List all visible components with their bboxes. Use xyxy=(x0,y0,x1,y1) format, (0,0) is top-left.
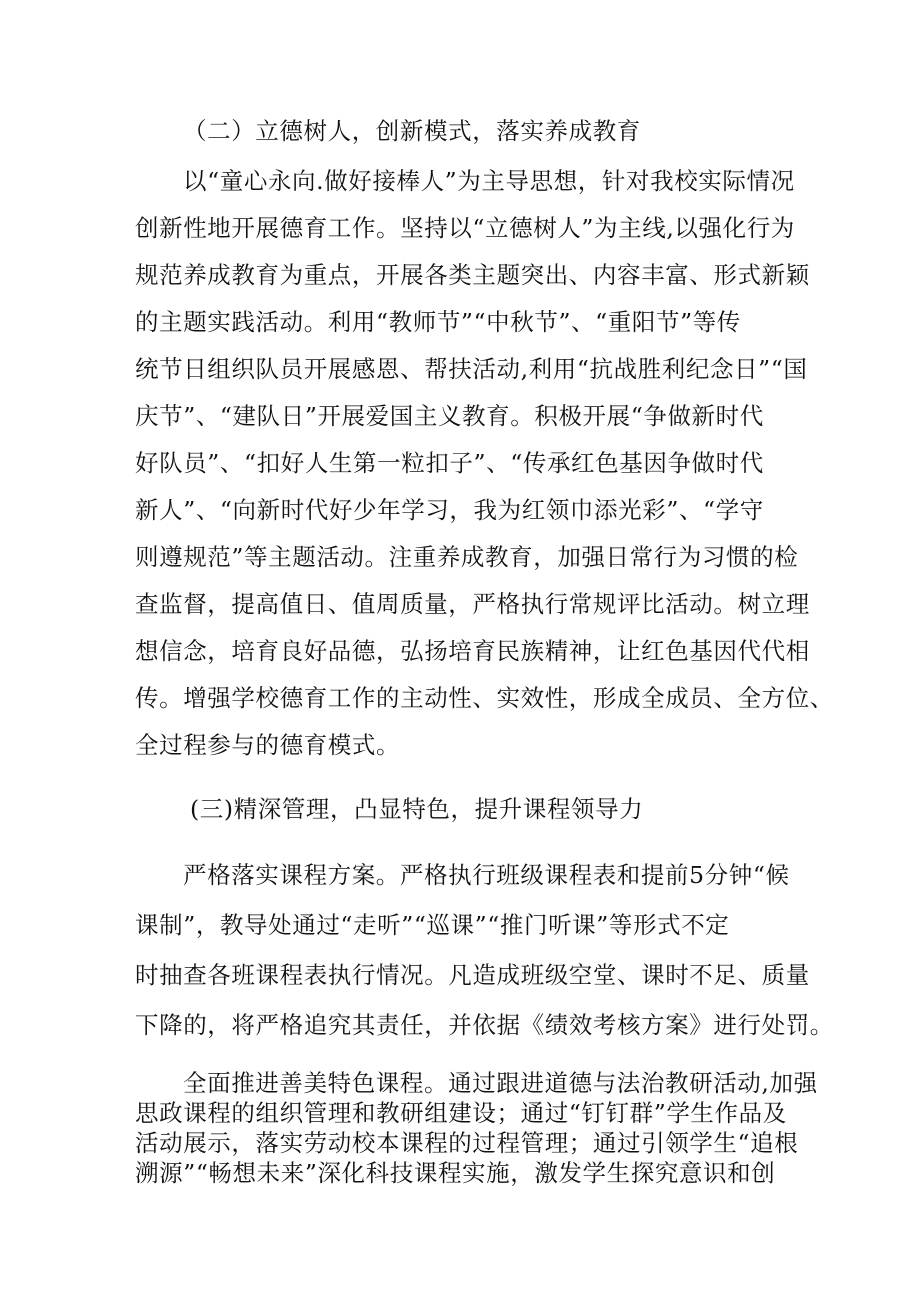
paragraph-line: 全面推进善美特色课程。通过跟进道德与法治教研活动,加强 xyxy=(183,1069,818,1097)
section-heading-3: (三)精深管理，凸显特色，提升课程领导力 xyxy=(190,795,644,823)
paragraph-line: 活动展示，落实劳动校本课程的过程管理；通过引领学生“追根 xyxy=(135,1129,799,1157)
paragraph-line: 则遵规范”等主题活动。注重养成教育，加强日常行为习惯的检 xyxy=(135,543,799,571)
paragraph-line: 庆节”、“建队日”开展爱国主义教育。积极开展“争做新时代 xyxy=(135,402,764,430)
paragraph-line: 严格落实课程方案。严格执行班级课程表和提前5分钟“候 xyxy=(183,861,790,889)
paragraph-line: 时抽查各班课程表执行情况。凡造成班级空堂、课时不足、质量 xyxy=(135,961,810,989)
paragraph-line: 以“童心永向.做好接棒人”为主导思想，针对我校实际情况 xyxy=(183,167,795,195)
paragraph-line: 全过程参与的德育模式。 xyxy=(135,731,401,759)
paragraph-line: 规范养成教育为重点，开展各类主题突出、内容丰富、形式新颖 xyxy=(135,261,810,289)
paragraph-line: 统节日组织队员开展感恩、帮扶活动,利用“抗战胜利纪念日”“国 xyxy=(135,355,808,383)
section-heading-2: （二）立德树人，创新模式，落实养成教育 xyxy=(183,117,641,145)
paragraph-line: 创新性地开展德育工作。坚持以“立德树人”为主线,以强化行为 xyxy=(135,214,795,242)
paragraph-line: 下降的，将严格追究其责任，并依据《绩效考核方案》进行处罚。 xyxy=(135,1011,834,1039)
paragraph-line: 溯源”“畅想未来”深化科技课程实施，激发学生探究意识和创 xyxy=(135,1159,776,1187)
paragraph-line: 查监督，提高值日、值周质量，严格执行常规评比活动。树立理 xyxy=(135,590,810,618)
paragraph-line: 传。增强学校德育工作的主动性、实效性，形成全成员、全方位、 xyxy=(135,684,834,712)
paragraph-line: 思政课程的组织管理和教研组建设；通过“钉钉群”学生作品及 xyxy=(135,1099,787,1127)
paragraph-line: 想信念，培育良好品德，弘扬培育民族精神，让红色基因代代相 xyxy=(135,637,810,665)
paragraph-line: 课制”，教导处通过“走听”“巡课”“推门听课”等形式不定 xyxy=(135,911,730,939)
paragraph-line: 新人”、“向新时代好少年学习，我为红领巾添光彩”、“学守 xyxy=(135,496,764,524)
paragraph-line: 的主题实践活动。利用“教师节”“中秋节”、“重阳节”等传 xyxy=(135,308,741,336)
paragraph-line: 好队员”、“扣好人生第一粒扣子”、“传承红色基因争做时代 xyxy=(135,449,764,477)
